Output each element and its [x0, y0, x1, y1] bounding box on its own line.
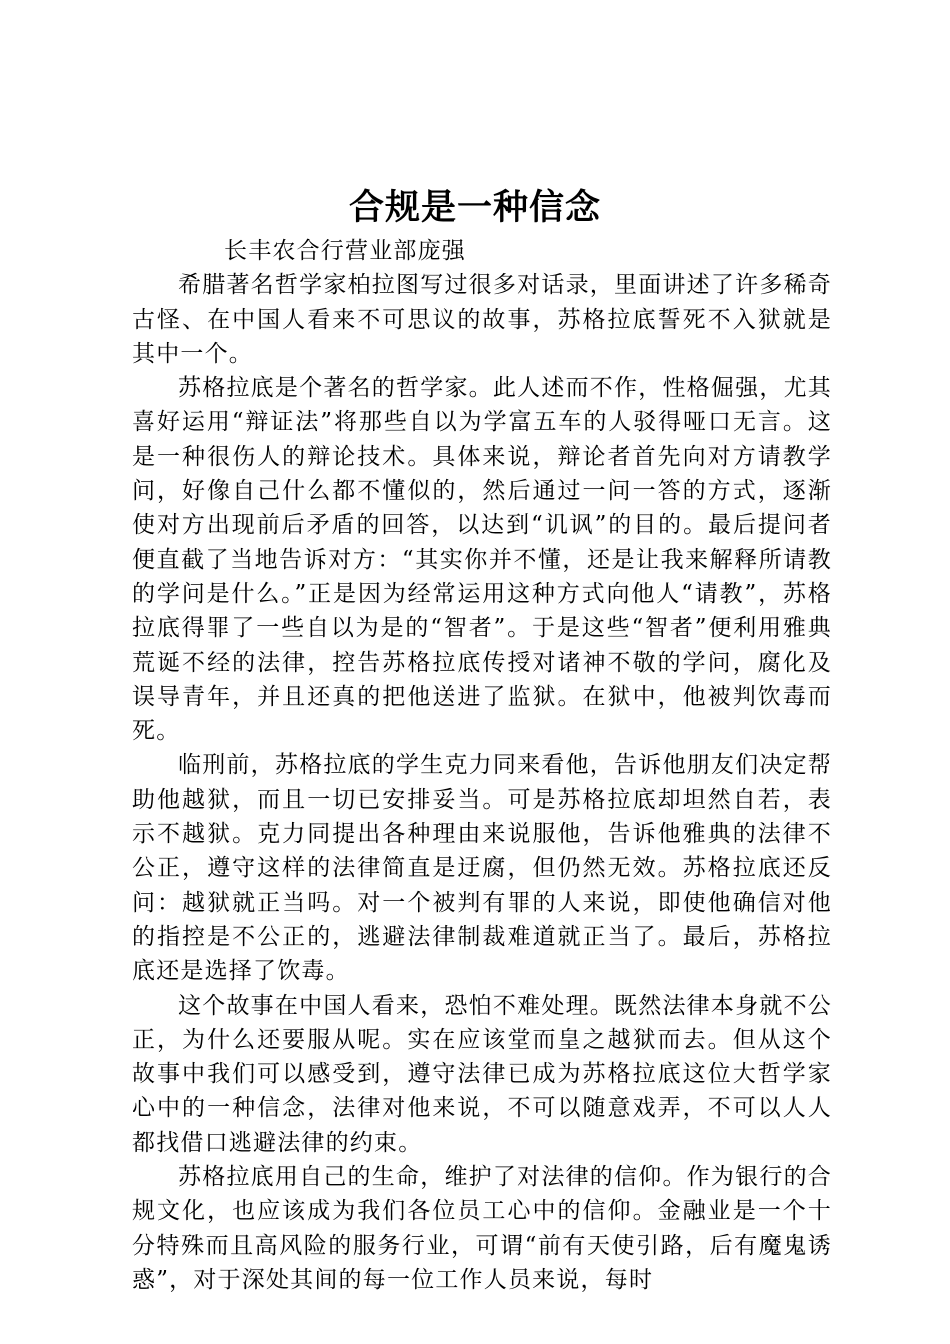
paragraph-1: 希腊著名哲学家柏拉图写过很多对话录，里面讲述了许多稀奇古怪、在中国人看来不可思议的故事，苏格拉底誓死不入狱就是其中一个。 [132, 272, 832, 367]
paragraph-2: 苏格拉底是个著名的哲学家。此人述而不作，性格倔强，尤其喜好运用“辩证法”将那些自以为学富五车的人驳得哑口无言。这是一种很伤人的辩论技术。具体来说，辩论者首先向对方请教学问，好像自己什么都不懂似的，然后通过一问一答的方式，逐渐使对方出现前后矛盾的回答，以达到“讥讽”的目的。最后提问者便直截了当地告诉对方：“其实你并不懂，还是让我来解释所请教的学问是什么。”正是因为经常运用这种方式向他人“请教”，苏格拉底得罪了一些自以为是的“智者”。于是这些“智者”便利用雅典荒诞不经的法律，控告苏格拉底传授对诸神不敬的学问，腐化及误导青年，并且还真的把他送进了监狱。在狱中，他被判饮毒而死。 [132, 375, 832, 745]
document-body [132, 234, 832, 1297]
author-byline: 长丰农合行营业部庞强 [224, 238, 466, 264]
paragraph-4: 这个故事在中国人看来，恐怕不难处理。既然法律本身就不公正，为什么还要服从呢。实在应该堂而皇之越狱而去。但从这个故事中我们可以感受到，遵守法律已成为苏格拉底这位大哲学家心中的一种信念，法律对他来说，不可以随意戏弄，不可以人人都找借口逃避法律的约束。 [132, 992, 832, 1156]
paragraph-5: 苏格拉底用自己的生命，维护了对法律的信仰。作为银行的合规文化，也应该成为我们各位员工心中的信仰。金融业是一个十分特殊而且高风险的服务行业，可谓“前有天使引路，后有魔鬼诱惑”，对于深处其间的每一位工作人员来说，每时 [132, 1164, 832, 1293]
document-title: 合规是一种信念 [348, 187, 601, 228]
paragraph-3: 临刑前，苏格拉底的学生克力同来看他，告诉他朋友们决定帮助他越狱，而且一切已安排妥当。可是苏格拉底却坦然自若，表示不越狱。克力同提出各种理由来说服他，告诉他雅典的法律不公正，遵守这样的法律简直是迂腐，但仍然无效。苏格拉底还反问：越狱就正当吗。对一个被判有罪的人来说，即使他确信对他的指控是不公正的，逃避法律制裁难道就正当了。最后，苏格拉底还是选择了饮毒。 [132, 752, 832, 985]
